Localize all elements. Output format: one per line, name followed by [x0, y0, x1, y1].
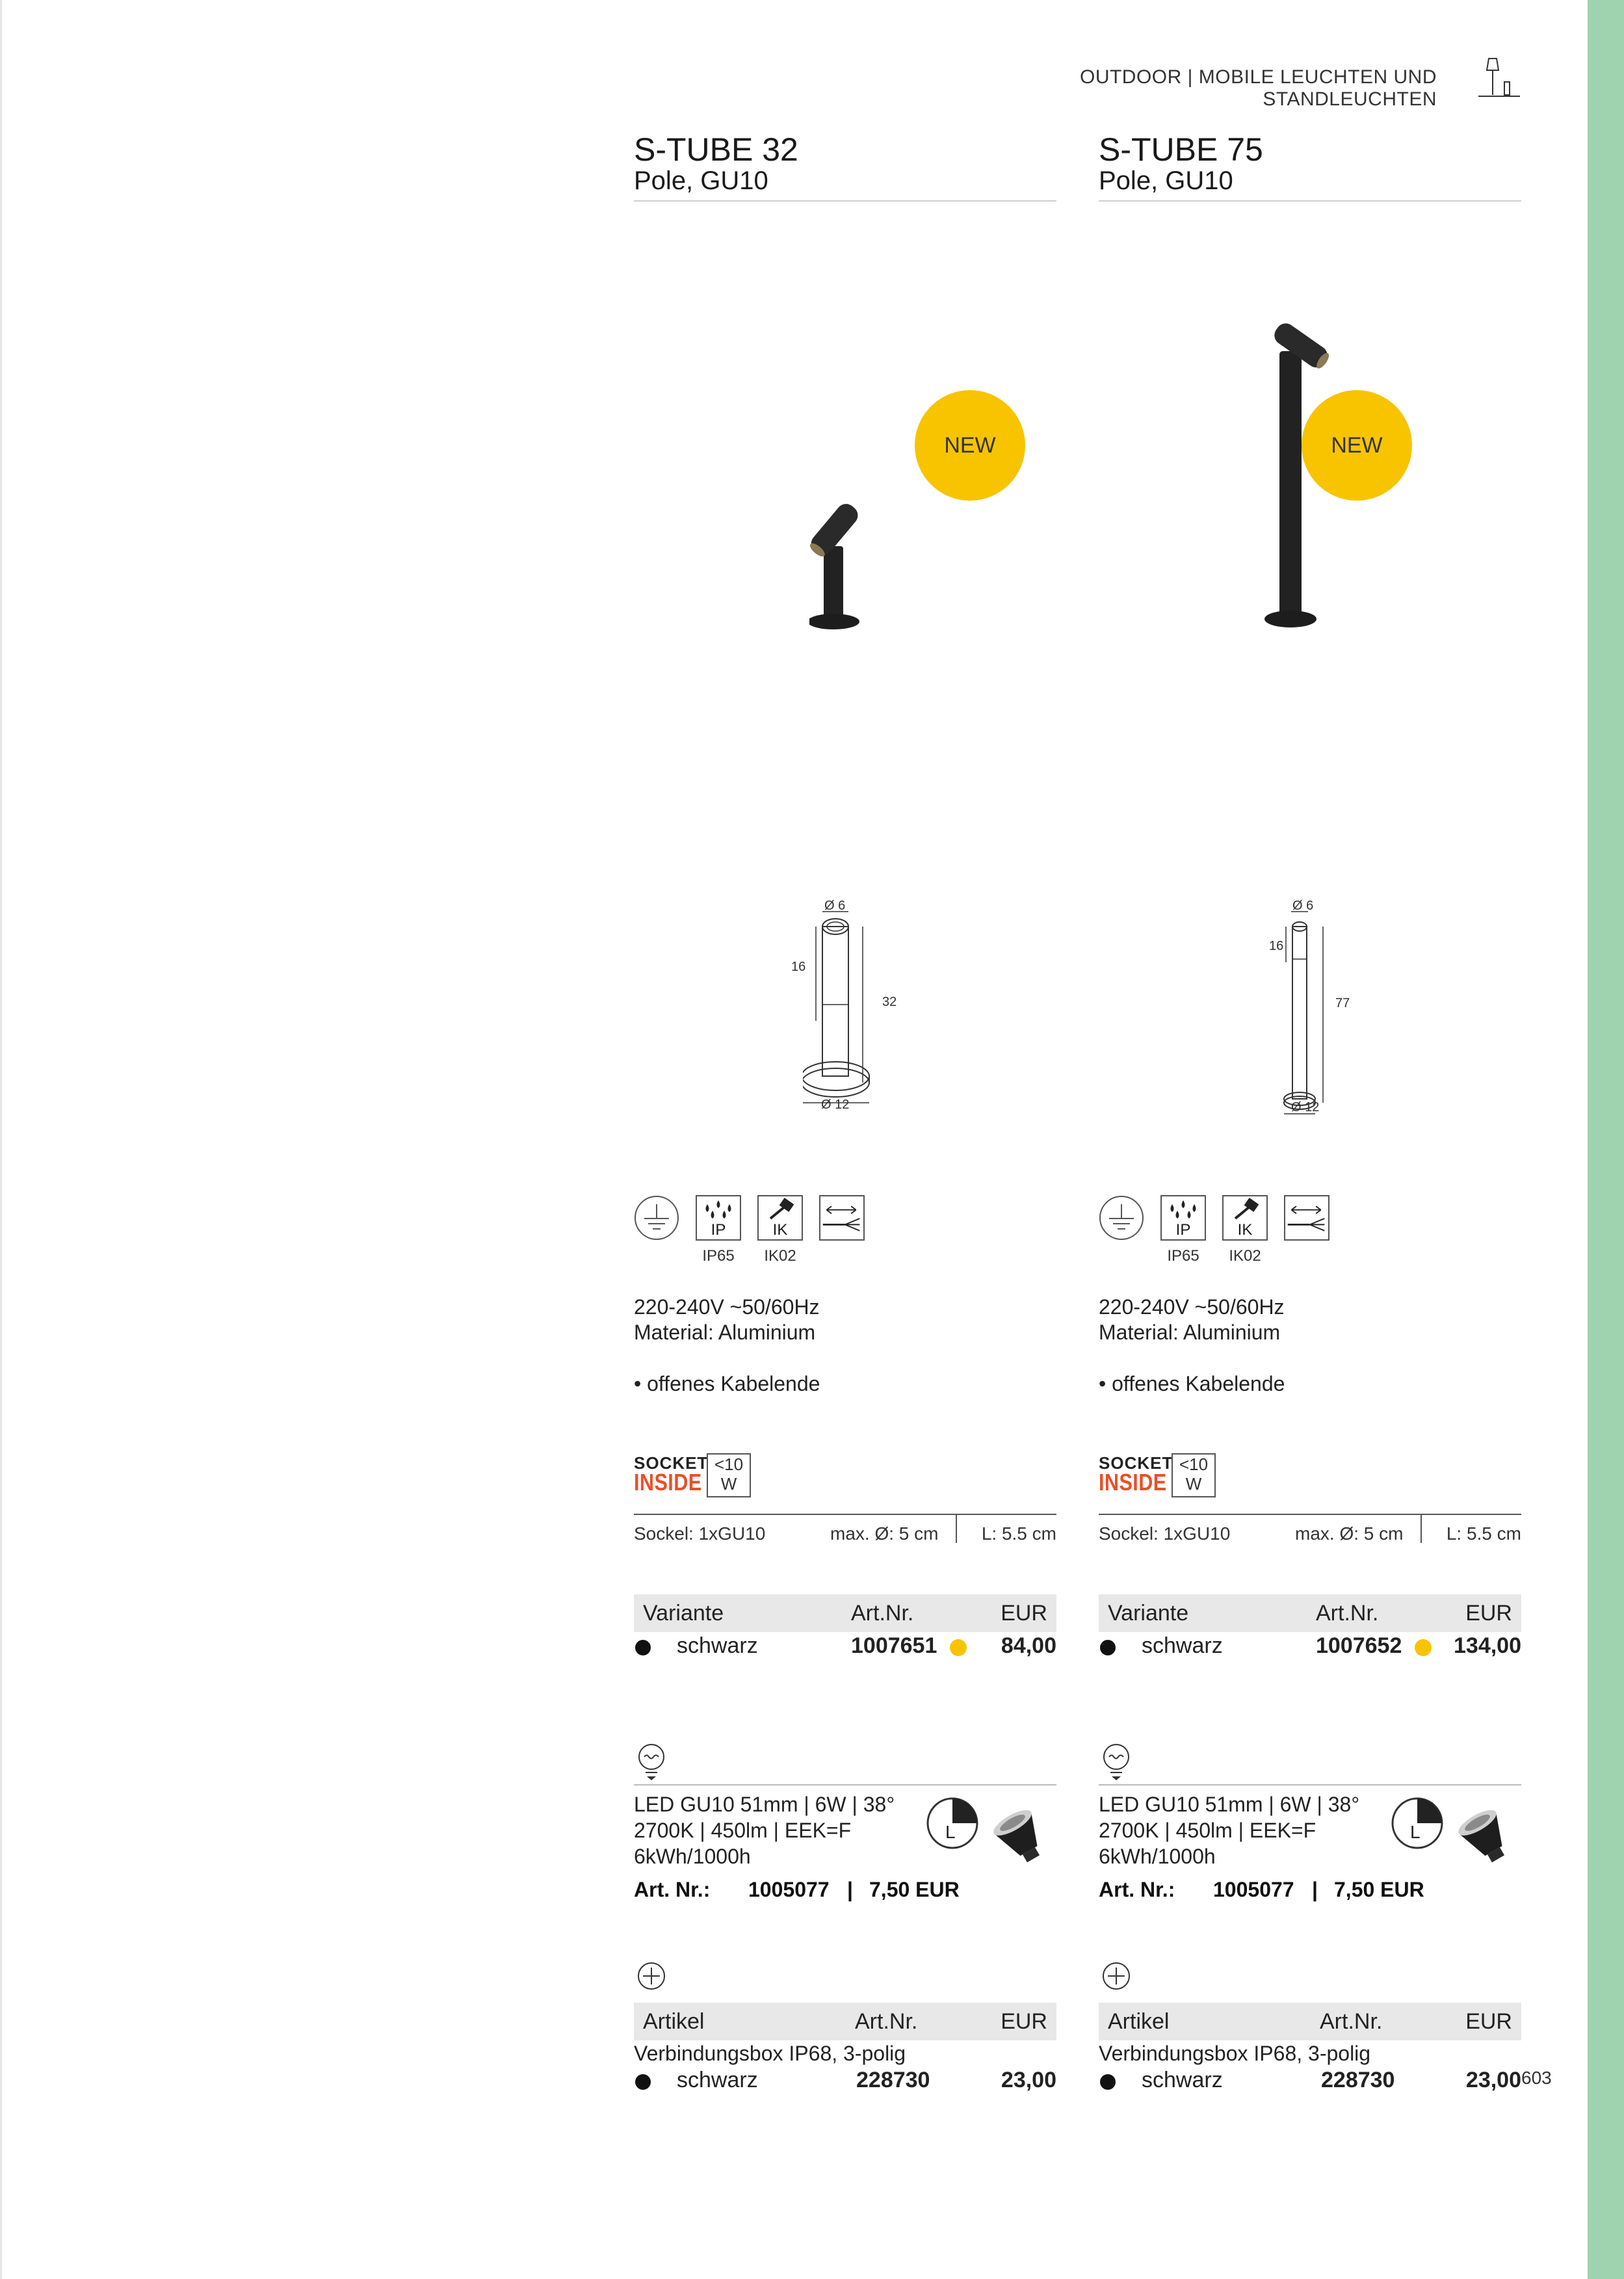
lamp-spec-line3: 6kWh/1000h: [634, 1845, 751, 1868]
variant-artnr: 1007651: [851, 1633, 937, 1658]
artikel-col-header: Artikel: [643, 2009, 705, 2034]
max-diameter-text: max. Ø: 5 cm: [830, 1523, 939, 1544]
product-title: S-TUBE 75: [1099, 131, 1263, 168]
length-text: L: 5.5 cm: [1446, 1523, 1521, 1544]
accessory-table-header: [634, 2003, 1056, 2040]
product-column-s-tube-75: [1099, 0, 1521, 2279]
hammer-icon: [1224, 1196, 1266, 1222]
dim-inner-height: 16: [791, 960, 806, 974]
accessory-row: [1099, 2066, 1521, 2096]
feature-icons: [1099, 1195, 1521, 1267]
dimension-drawing: [803, 897, 913, 1118]
dimmable-icon: [925, 1796, 980, 1851]
eur-col-header: EUR: [1001, 1601, 1047, 1626]
socket-logo-line2: INSIDE: [634, 1469, 702, 1495]
variant-row: [634, 1632, 1056, 1665]
socket-watt-unit: W: [1185, 1474, 1202, 1494]
title-divider: [634, 200, 1056, 202]
feature-text: • offenes Kabelende: [634, 1372, 820, 1395]
dim-base-diameter: Ø 12: [821, 1098, 850, 1112]
variant-artnr: 1007652: [1316, 1633, 1402, 1658]
lamp-spec-line2: 2700K | 450lm | EEK=F: [1099, 1819, 1316, 1842]
acc-eur-col-header: EUR: [1465, 2009, 1512, 2034]
ip-label: IP65: [1167, 1247, 1199, 1265]
acc-artnr-col-header: Art.Nr.: [1320, 2009, 1383, 2034]
lamp-spec-line2: 2700K | 450lm | EEK=F: [634, 1819, 852, 1842]
voltage-text: 220-240V ~50/60Hz: [634, 1295, 820, 1319]
page-number: 603: [1521, 2068, 1552, 2088]
sockel-divider: [1099, 1514, 1521, 1515]
dimmer-letter: L: [945, 1822, 956, 1842]
variant-price: 134,00: [1454, 1633, 1521, 1658]
cable-end-icon: [819, 1195, 865, 1241]
protection-class-icon: [634, 1195, 679, 1241]
lamp-price: 7,50 EUR: [869, 1878, 960, 1901]
socket-watt-box: [1172, 1453, 1216, 1497]
material-text: Material: Aluminium: [1099, 1321, 1281, 1344]
ip-icon-text: IP: [1175, 1221, 1191, 1239]
section-header: OUTDOOR | MOBILE LEUCHTEN UND STANDLEUCHTEN: [1079, 66, 1437, 110]
ip-label: IP65: [702, 1247, 735, 1265]
bulb-icon: [1101, 1743, 1131, 1782]
socket-logo-line2: INSIDE: [1099, 1469, 1167, 1495]
color-swatch-black: [635, 2074, 651, 2090]
dim-total-height: 32: [882, 995, 897, 1009]
socket-watt-box: [707, 1453, 751, 1497]
ip-rating-icon: [1160, 1195, 1206, 1241]
lamp-divider: [1099, 1784, 1521, 1785]
water-drops-icon: [697, 1196, 740, 1222]
water-drops-icon: [1162, 1196, 1205, 1222]
hammer-icon: [759, 1196, 802, 1222]
feature-icons: [634, 1195, 1056, 1267]
new-badge: NEW: [915, 390, 1025, 501]
product-subtitle: Pole, GU10: [1099, 166, 1233, 195]
protection-class-icon: [1099, 1195, 1144, 1241]
max-diameter-text: max. Ø: 5 cm: [1295, 1523, 1404, 1544]
gu10-bulb-photo: [985, 1801, 1056, 1873]
dim-inner-height: 16: [1269, 939, 1284, 953]
variant-table-header: [634, 1594, 1056, 1632]
new-indicator-dot: [950, 1639, 967, 1656]
accessory-plus-icon: [1101, 1961, 1131, 1991]
socket-logo-line1: SOCKET: [634, 1453, 709, 1473]
lamp-artnr: 1005077: [748, 1878, 830, 1901]
accessory-artnr: 228730: [856, 2068, 930, 2092]
lamp-artnr: 1005077: [1213, 1878, 1294, 1901]
lamp-price: 7,50 EUR: [1334, 1878, 1424, 1901]
accessory-price: 23,00: [1001, 2068, 1056, 2092]
chapter-color-stripe: [1588, 0, 1624, 2279]
feature-text: • offenes Kabelende: [1099, 1372, 1285, 1395]
sockel-row: [634, 1523, 1056, 1549]
accessory-color: schwarz: [1142, 2068, 1223, 2092]
color-swatch-black: [635, 1640, 651, 1655]
ik-rating-icon: [1222, 1195, 1268, 1241]
socket-watt-value: <10: [714, 1455, 744, 1474]
ik-rating-icon: [757, 1195, 803, 1241]
accessory-price: 23,00: [1465, 2068, 1521, 2092]
variant-color: schwarz: [1142, 1633, 1223, 1658]
dim-base-diameter: Ø 12: [1291, 1100, 1320, 1114]
lamp-artnr-label: Art. Nr.:: [1099, 1878, 1175, 1901]
dim-top-diameter: Ø 6: [824, 899, 846, 913]
lamp-spec-line1: LED GU10 51mm | 6W | 38°: [634, 1793, 895, 1816]
sockel-text: Sockel: 1xGU10: [634, 1523, 766, 1544]
accessory-color: schwarz: [677, 2068, 758, 2092]
socket-watt-value: <10: [1179, 1455, 1209, 1474]
dim-top-diameter: Ø 6: [1292, 899, 1314, 913]
sockel-divider: [634, 1514, 1056, 1515]
accessory-description: Verbindungsbox IP68, 3-polig: [634, 2042, 906, 2065]
length-text: L: 5.5 cm: [981, 1523, 1056, 1544]
variant-color: schwarz: [677, 1633, 758, 1658]
eur-col-header: EUR: [1465, 1601, 1512, 1626]
product-column-s-tube-32: [634, 0, 1056, 2279]
material-text: Material: Aluminium: [634, 1321, 816, 1344]
artikel-col-header: Artikel: [1108, 2009, 1170, 2034]
product-subtitle: Pole, GU10: [634, 166, 768, 195]
sockel-text: Sockel: 1xGU10: [1099, 1523, 1231, 1544]
ik-icon-text: IK: [1237, 1221, 1253, 1239]
voltage-text: 220-240V ~50/60Hz: [1099, 1295, 1285, 1319]
lamp-spec-line3: 6kWh/1000h: [1099, 1845, 1216, 1868]
accessory-row: [634, 2066, 1056, 2096]
lamp-sep: |: [847, 1878, 853, 1901]
accessory-table-header: [1099, 2003, 1521, 2040]
dimension-drawing: [1268, 897, 1346, 1118]
product-title: S-TUBE 32: [634, 131, 798, 168]
sockel-separator: [956, 1514, 957, 1543]
acc-eur-col-header: EUR: [1001, 2009, 1047, 2034]
ik-label: IK02: [1229, 1247, 1261, 1265]
lamp-sep: |: [1312, 1878, 1318, 1901]
variant-row: [1099, 1632, 1521, 1665]
dimmer-letter: L: [1410, 1822, 1421, 1842]
title-divider: [1099, 200, 1521, 202]
artnr-col-header: Art.Nr.: [851, 1601, 914, 1626]
new-indicator-dot: [1415, 1639, 1432, 1656]
dim-total-height: 77: [1335, 996, 1350, 1010]
ip-rating-icon: [696, 1195, 741, 1241]
accessory-artnr: 228730: [1321, 2068, 1395, 2092]
socket-watt-unit: W: [720, 1474, 737, 1494]
ip-icon-text: IP: [711, 1221, 726, 1239]
ik-label: IK02: [764, 1247, 796, 1265]
accessory-description: Verbindungsbox IP68, 3-polig: [1099, 2042, 1371, 2065]
variant-table-header: [1099, 1594, 1521, 1632]
left-margin-rule: [0, 0, 2, 2279]
cable-end-icon: [1284, 1195, 1329, 1241]
lamp-divider: [634, 1784, 1056, 1785]
variant-col-header: Variante: [643, 1601, 724, 1626]
sockel-row: [1099, 1523, 1521, 1549]
color-swatch-black: [1100, 1640, 1116, 1655]
ik-icon-text: IK: [772, 1221, 788, 1239]
new-badge: NEW: [1302, 390, 1412, 501]
accessory-plus-icon: [636, 1961, 666, 1991]
variant-col-header: Variante: [1108, 1601, 1189, 1626]
gu10-bulb-photo: [1450, 1801, 1521, 1873]
variant-price: 84,00: [1001, 1633, 1056, 1658]
artnr-col-header: Art.Nr.: [1316, 1601, 1379, 1626]
color-swatch-black: [1100, 2074, 1116, 2090]
lamp-artnr-label: Art. Nr.:: [634, 1878, 711, 1901]
product-photo: [809, 494, 881, 631]
acc-artnr-col-header: Art.Nr.: [855, 2009, 918, 2034]
lamp-spec-line1: LED GU10 51mm | 6W | 38°: [1099, 1793, 1360, 1816]
dimmable-icon: [1390, 1796, 1445, 1851]
sockel-separator: [1421, 1514, 1422, 1543]
bulb-icon: [636, 1743, 666, 1782]
socket-logo-line1: SOCKET: [1099, 1453, 1173, 1473]
